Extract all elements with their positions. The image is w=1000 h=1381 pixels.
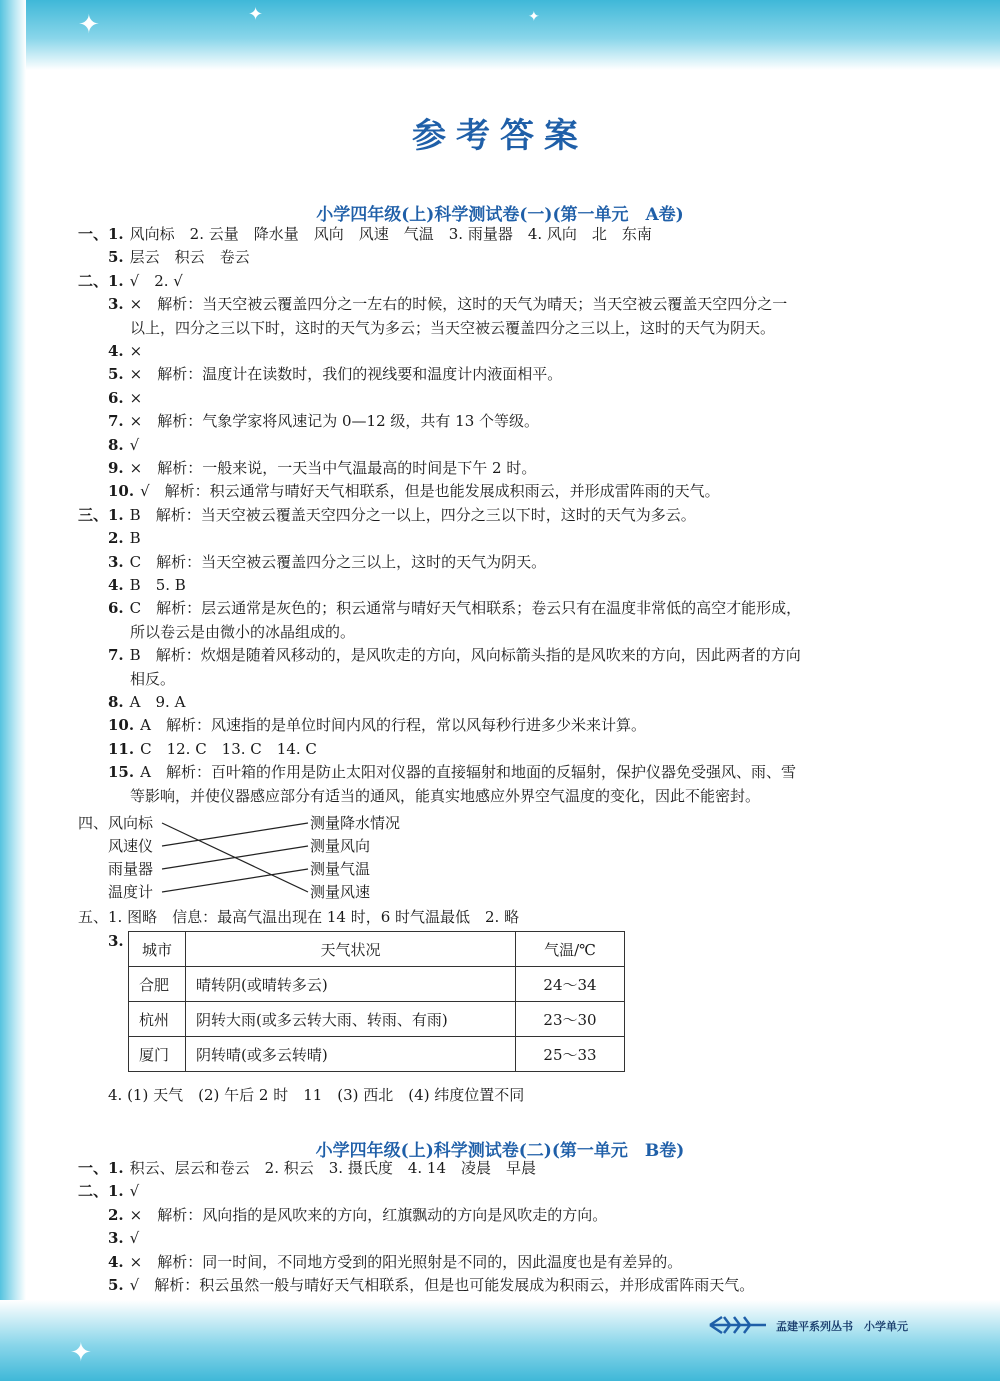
- table-row: [129, 967, 625, 1002]
- section-title-2: 小学四年级(上)科学测试卷(二)(第一单元 B卷): [315, 1141, 685, 1161]
- answer-line: [108, 1205, 607, 1225]
- answer-text: × 解析：同一时间，不同地方受到的阳光照射是不同的，因此温度也是有差异的。: [129, 1252, 683, 1271]
- arrow-icon: [708, 1314, 768, 1336]
- answer-text: C 12. C 13. C 14. C: [140, 739, 317, 758]
- answer-text: 相反。: [130, 669, 176, 688]
- table-cell: 合肥: [129, 967, 186, 1002]
- matching-right-item: 测量气温: [310, 860, 371, 878]
- answer-text: × 解析：当天空被云覆盖四分之一左右的时候，这时的天气为晴天；当天空被云覆盖天空四分之一: [129, 295, 788, 314]
- answer-text: × 解析：一般来说，一天当中气温最高的时间是下午 2 时。: [129, 459, 537, 477]
- matching-left-item: 雨量器: [108, 860, 154, 878]
- sparkle-icon: ✦: [70, 1338, 92, 1368]
- question-number: 4.: [108, 1252, 124, 1271]
- match-line: [162, 823, 308, 846]
- page-title: 参考答案: [412, 116, 588, 156]
- answer-text: B 解析：当天空被云覆盖天空四分之一以上，四分之三以下时，这时的天气为多云。: [129, 505, 696, 524]
- question-number: 11.: [108, 739, 135, 758]
- answer-text: A 解析：风速指的是单位时间内风的行程，常以风每秒行进多少米来计算。: [140, 716, 646, 735]
- question-number: 一、1.: [78, 1159, 124, 1177]
- question-number: 6.: [108, 599, 124, 618]
- matching-right-item: 测量风向: [310, 837, 371, 855]
- matching-left-item: 温度计: [108, 883, 154, 901]
- answer-text: 风向标 2. 云量 降水量 风向 风速 气温 3. 雨量器 4. 风向 北 东南: [129, 225, 652, 243]
- match-line: [162, 846, 308, 869]
- answer-text: × 解析：风向指的是风吹来的方向，红旗飘动的方向是风吹走的方向。: [129, 1205, 608, 1224]
- question-number: 二、1.: [78, 271, 124, 290]
- answer-text: 层云 积云 卷云: [129, 248, 250, 267]
- question-number: 8.: [108, 693, 124, 711]
- answer-text: 以上，四分之三以下时，这时的天气为多云；当天空被云覆盖四分之三以上，这时的天气为阴天。: [130, 318, 776, 337]
- matching-right-item: 测量风速: [310, 883, 371, 901]
- question-number: 2.: [108, 1205, 124, 1224]
- matching-left-item: 风向标: [108, 814, 154, 832]
- answer-text: 积云、层云和卷云 2. 积云 3. 摄氏度 4. 14 凌晨 早晨: [129, 1159, 536, 1177]
- sparkle-icon: ✦: [528, 9, 540, 25]
- answer-text: A 9. A: [129, 693, 186, 711]
- part5-line1: 五、1. 图略 信息：最高气温出现在 14 时，6 时气温最低 2. 略: [78, 908, 520, 926]
- weather-table: [128, 931, 625, 1072]
- table-cell: 25～33: [516, 1037, 625, 1072]
- table-cell: 晴转阴(或晴转多云): [186, 967, 516, 1002]
- answer-text: √: [129, 1229, 140, 1248]
- question-number: 9.: [108, 459, 124, 477]
- question-number: 3.: [108, 1229, 124, 1248]
- answer-text: C 解析：层云通常是灰色的；积云通常与晴好天气相联系；卷云只有在温度非常低的高空才能形成，: [129, 599, 802, 618]
- match-line: [162, 869, 308, 892]
- table-header-cell: 天气状况: [186, 932, 516, 967]
- answer-line: [108, 1275, 754, 1295]
- question-number: 7.: [108, 646, 124, 665]
- answer-text: B 解析：炊烟是随着风移动的，是风吹走的方向，风向标箭头指的是风吹来的方向，因此两者的方向: [129, 646, 801, 665]
- table-header-cell: 气温/℃: [516, 932, 625, 967]
- question-number: 一、1.: [78, 225, 124, 243]
- matching-left-item: 风速仪: [108, 837, 154, 855]
- table-cell: 23～30: [516, 1002, 625, 1037]
- table-cell: 24～34: [516, 967, 625, 1002]
- question-number: 4.: [108, 576, 124, 594]
- answer-line: [78, 1181, 139, 1201]
- question-number: 7.: [108, 412, 124, 431]
- sparkle-icon: ✦: [248, 4, 264, 25]
- question-number: 3.: [108, 295, 124, 314]
- question-number: 10.: [108, 716, 135, 735]
- answer-line: [108, 1228, 139, 1248]
- question-number: 5.: [108, 1276, 124, 1294]
- section-title-1: 小学四年级(上)科学测试卷(一)(第一单元 A卷): [316, 205, 684, 225]
- answer-text: A 解析：百叶箱的作用是防止太阳对仪器的直接辐射和地面的反辐射，保护仪器免受强风、雨、雪: [140, 763, 796, 782]
- table-cell: 厦门: [129, 1037, 186, 1072]
- table-cell: 杭州: [129, 1002, 186, 1037]
- answer-text: ×: [129, 388, 143, 407]
- answer-text: √ 2. √: [129, 271, 183, 290]
- answer-line: [108, 1252, 682, 1272]
- table-header-row: [129, 932, 625, 967]
- question-number: 15.: [108, 763, 135, 782]
- question-number: 6.: [108, 388, 124, 407]
- question-number: 三、1.: [78, 505, 124, 524]
- sparkle-icon: ✦: [78, 10, 100, 40]
- footer-series-label: 孟建平系列丛书 小学单元: [776, 1320, 908, 1333]
- answer-text: C 解析：当天空被云覆盖四分之三以上，这时的天气为阴天。: [129, 552, 547, 571]
- answer-text: × 解析：气象学家将风速记为 0—12 级，共有 13 个等级。: [129, 412, 540, 431]
- answer-text: √ 解析：积云通常与晴好天气相联系，但是也能发展成积雨云，并形成雷阵雨的天气。: [140, 482, 720, 501]
- answer-text: √: [129, 1182, 140, 1201]
- matching-prefix: 四、: [78, 814, 109, 832]
- table-cell: 阴转晴(或多云转晴): [186, 1037, 516, 1072]
- answer-text: √ 解析：积云虽然一般与晴好天气相联系，但是也可能发展成为积雨云，并形成雷阵雨天气。: [129, 1276, 755, 1294]
- table-header-cell: 城市: [129, 932, 186, 967]
- table-row: [129, 1002, 625, 1037]
- question-number: 10.: [108, 482, 135, 501]
- question-number: 3.: [108, 552, 124, 571]
- table-row: [129, 1037, 625, 1072]
- question-number: 二、1.: [78, 1182, 124, 1201]
- table-cell: 阴转大雨(或多云转大雨、转雨、有雨): [186, 1002, 516, 1037]
- answer-text: ×: [129, 342, 143, 360]
- answer-text: 所以卷云是由微小的冰晶组成的。: [130, 622, 356, 641]
- question-number: 8.: [108, 435, 124, 454]
- part5-q4: 4. (1) 天气 (2) 午后 2 时 11 (3) 西北 (4) 纬度位置不同: [108, 1086, 525, 1104]
- answer-line: [78, 1158, 536, 1178]
- part5-q3-number: 3.: [108, 932, 124, 950]
- question-number: 2.: [108, 529, 124, 548]
- answer-text: 等影响，并使仪器感应部分有适当的通风，能真实地感应外界空气温度的变化，因此不能密封。: [130, 786, 761, 805]
- answer-text: B 5. B: [129, 576, 186, 594]
- answer-text: B: [129, 529, 141, 548]
- question-number: 5.: [108, 365, 124, 384]
- question-number: 4.: [108, 342, 124, 360]
- matching-right-item: 测量降水情况: [310, 814, 401, 832]
- question-number: 5.: [108, 248, 124, 267]
- answer-text: √: [129, 435, 140, 454]
- answer-text: × 解析：温度计在读数时，我们的视线要和温度计内液面相平。: [129, 365, 563, 384]
